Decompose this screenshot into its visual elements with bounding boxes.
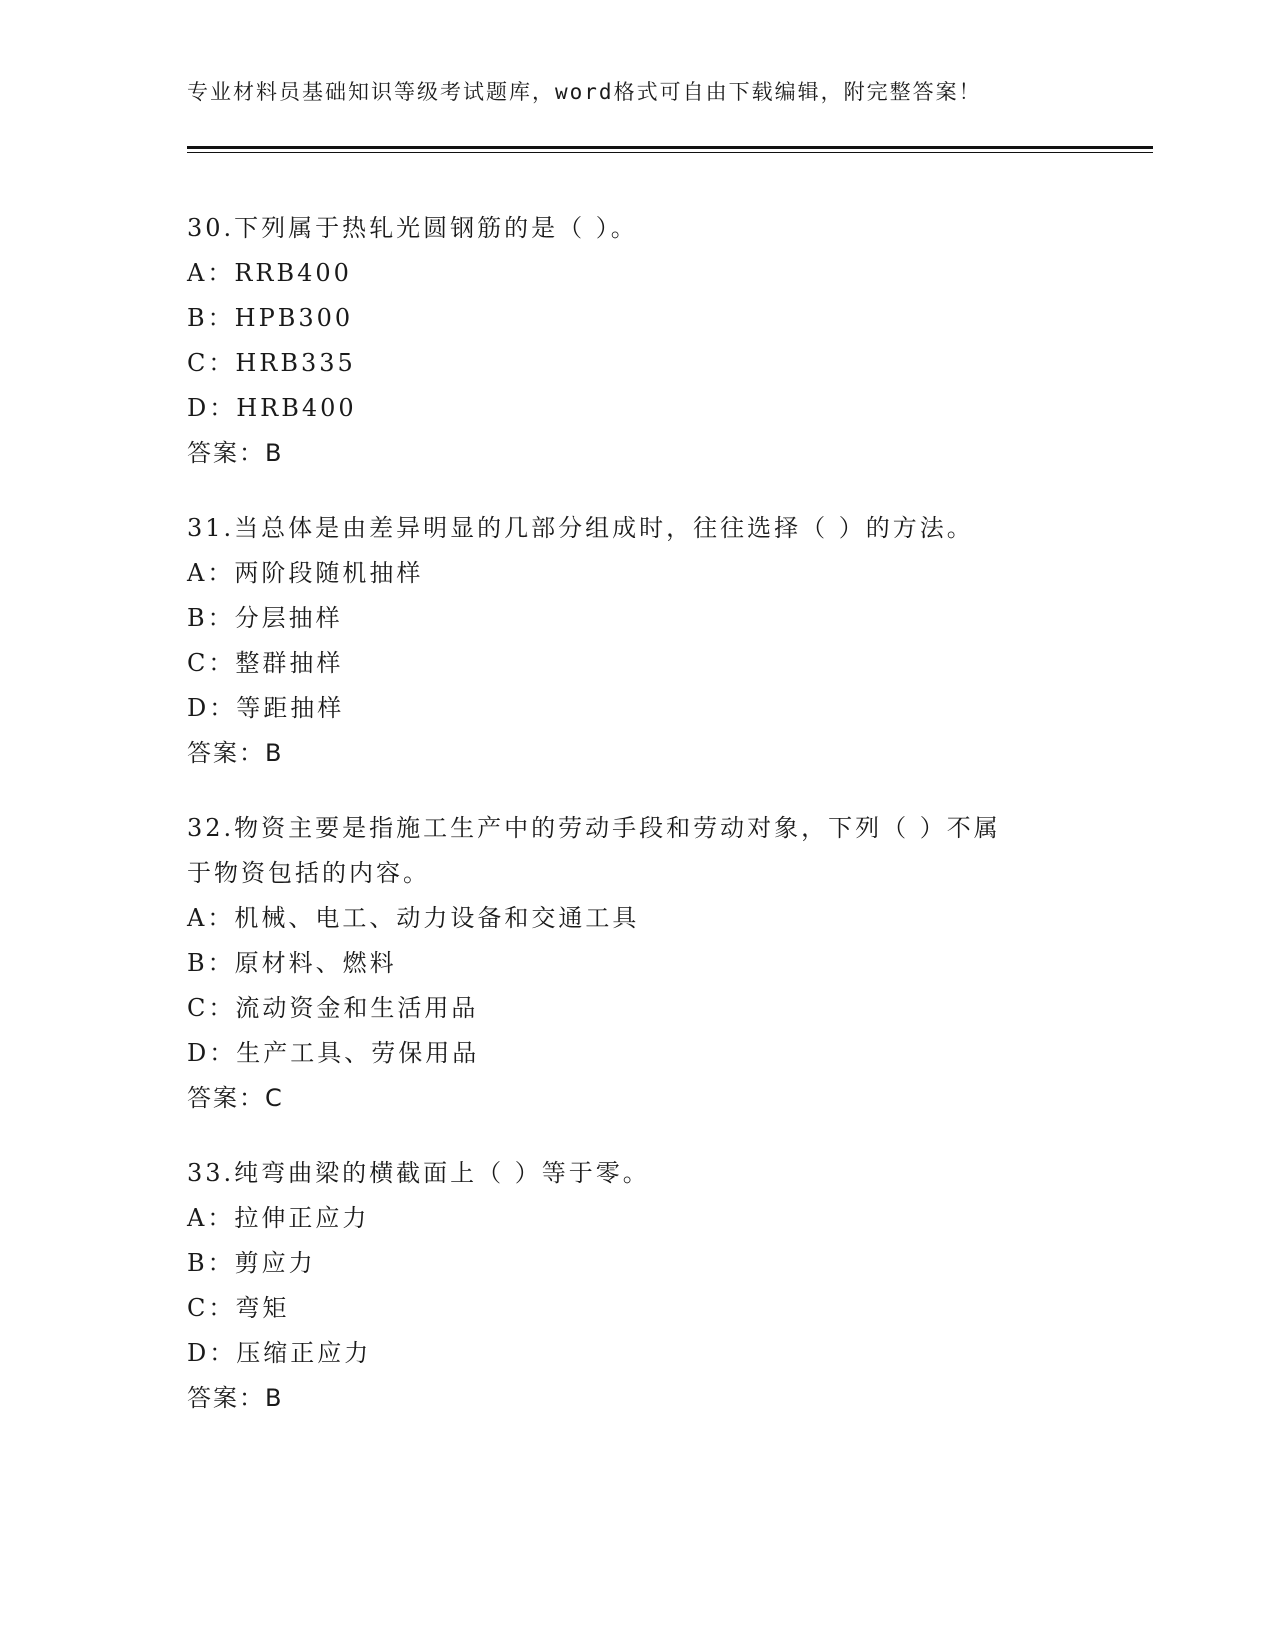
header-rule-thin	[187, 152, 1153, 153]
option-c: C：HRB335	[187, 349, 356, 377]
option-c: C：流动资金和生活用品	[187, 994, 479, 1022]
option-a: A：RRB400	[187, 259, 352, 287]
question-stem: 30.下列属于热轧光圆钢筋的是（ ）。	[187, 214, 638, 242]
answer: 答案：B	[187, 439, 284, 467]
question-30	[187, 206, 1087, 476]
question-32	[187, 806, 1087, 1121]
question-stem: 31.当总体是由差异明显的几部分组成时，往往选择（ ）的方法。	[187, 514, 974, 542]
option-d: D：压缩正应力	[187, 1339, 372, 1367]
option-d: D：等距抽样	[187, 694, 345, 722]
option-a: A：两阶段随机抽样	[187, 559, 424, 587]
question-33	[187, 1151, 1087, 1421]
question-stem: 33.纯弯曲梁的横截面上（ ）等于零。	[187, 1159, 650, 1187]
option-c: C：整群抽样	[187, 649, 344, 677]
option-c: C：弯矩	[187, 1294, 290, 1322]
option-a: A：拉伸正应力	[187, 1204, 370, 1232]
option-d: D：生产工具、劳保用品	[187, 1039, 480, 1067]
option-a: A：机械、电工、动力设备和交通工具	[187, 904, 640, 932]
question-list	[187, 206, 1087, 1451]
question-stem-line-2: 于物资包括的内容。	[187, 859, 430, 887]
option-b: B：剪应力	[187, 1249, 316, 1277]
question-31	[187, 506, 1087, 776]
option-b: B：原材料、燃料	[187, 949, 397, 977]
answer: 答案：B	[187, 1384, 284, 1412]
answer: 答案：C	[187, 1084, 284, 1112]
page-header: 专业材料员基础知识等级考试题库，word格式可自由下载编辑，附完整答案！	[187, 80, 982, 104]
answer: 答案：B	[187, 739, 284, 767]
option-b: B：HPB300	[187, 304, 354, 332]
header-rule-thick	[187, 146, 1153, 149]
question-stem-line-1: 32.物资主要是指施工生产中的劳动手段和劳动对象，下列（ ）不属	[187, 814, 1001, 842]
option-d: D：HRB400	[187, 394, 357, 422]
option-b: B：分层抽样	[187, 604, 343, 632]
